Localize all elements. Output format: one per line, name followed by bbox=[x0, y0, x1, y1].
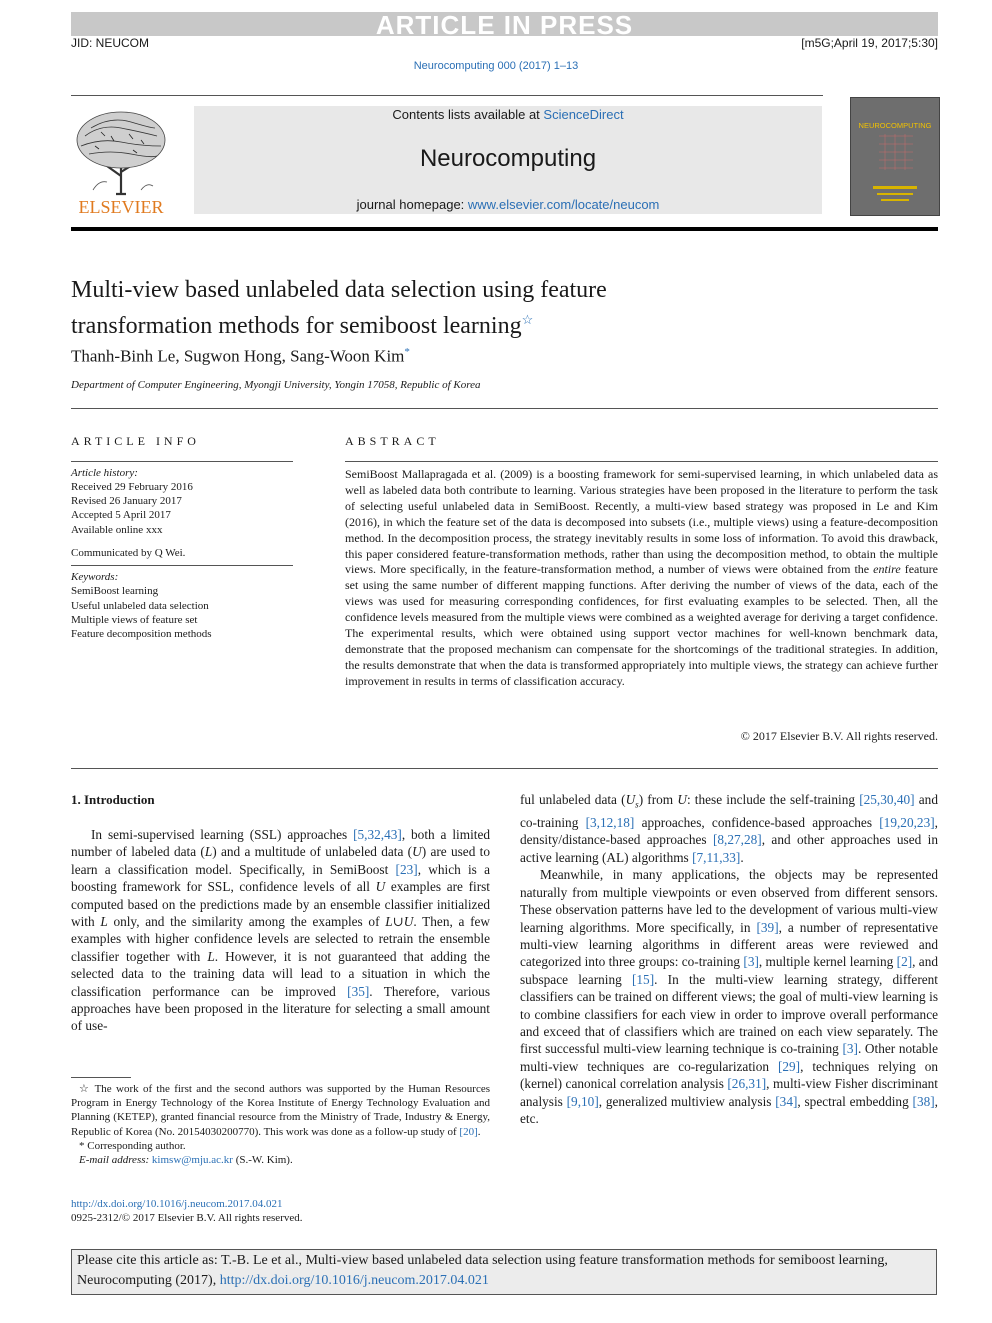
reference-link[interactable]: [8,27,28] bbox=[712, 832, 762, 848]
text-run: , spectral embedding bbox=[797, 1093, 913, 1109]
keywords-label: Keywords: bbox=[71, 571, 119, 583]
history-label: Article history: bbox=[71, 467, 138, 479]
text-run: ) from bbox=[638, 792, 678, 807]
revised-date: Revised 26 January 2017 bbox=[71, 495, 182, 507]
funding-footnote bbox=[71, 1082, 490, 1139]
text-run: , both a limited number of labeled data ( bbox=[71, 827, 491, 860]
math-symbol: U bbox=[403, 914, 414, 930]
reference-link[interactable]: [34] bbox=[775, 1093, 798, 1109]
keywords-rule bbox=[71, 565, 293, 566]
text-run: ) and a multitude of unlabeled data ( bbox=[212, 844, 413, 860]
journal-reference-link[interactable]: Neurocomputing 000 (2017) 1–13 bbox=[413, 60, 579, 72]
abstract-emphasis: entire bbox=[873, 562, 901, 577]
abstract-text bbox=[345, 467, 938, 690]
math-symbol: U bbox=[625, 792, 636, 807]
authors: Thanh-Binh Le, Sugwon Hong, Sang-Woon Kim bbox=[71, 346, 405, 366]
text-run: , etc. bbox=[520, 1093, 938, 1126]
communicated-by: Communicated by Q Wei. bbox=[71, 547, 186, 559]
citation-body: Please cite this article as: T.-B. Le et al., Multi-view based unlabeled data selection using feature transformation methods for semiboost learning, Neurocomputing (2017), bbox=[77, 1253, 888, 1288]
abstract-copyright: © 2017 Elsevier B.V. All rights reserved. bbox=[740, 729, 938, 743]
title-footnote-mark[interactable]: ☆ bbox=[521, 312, 534, 327]
text-run: , and other approaches used in active learning (AL) algorithms bbox=[520, 832, 938, 865]
math-symbol: L bbox=[204, 844, 213, 860]
article-title bbox=[71, 276, 711, 341]
elsevier-wordmark: ELSEVIER bbox=[78, 197, 164, 216]
cover-title: NEUROCOMPUTING bbox=[858, 121, 932, 130]
keyword: Useful unlabeled data selection bbox=[71, 600, 209, 612]
text-run: . bbox=[477, 1125, 481, 1138]
homepage-line bbox=[194, 197, 822, 212]
email-suffix: (S.-W. Kim). bbox=[232, 1154, 293, 1167]
article-info-rule bbox=[71, 461, 293, 462]
text-run: . bbox=[740, 849, 744, 865]
manuscript-tag: [m5G;April 19, 2017;5:30] bbox=[801, 36, 938, 50]
footnote-rule bbox=[71, 1077, 131, 1078]
body-column-right bbox=[520, 791, 938, 1127]
reference-link[interactable]: [29] bbox=[777, 1058, 801, 1074]
section-rule bbox=[71, 768, 938, 769]
math-symbol: L bbox=[385, 914, 393, 930]
footnotes bbox=[71, 1082, 490, 1167]
doi-link[interactable]: http://dx.doi.org/10.1016/j.neucom.2017.04.021 bbox=[71, 1198, 283, 1210]
sciencedirect-link[interactable]: ScienceDirect bbox=[543, 107, 624, 122]
math-symbol: L bbox=[100, 914, 108, 930]
homepage-label: journal homepage: bbox=[356, 197, 468, 212]
article-info-heading: ARTICLE INFO bbox=[71, 434, 200, 448]
reference-link[interactable]: [38] bbox=[912, 1093, 935, 1109]
reference-link[interactable]: [2] bbox=[896, 954, 913, 970]
contents-line bbox=[194, 107, 822, 122]
text-run: . Other notable multi-view techniques are co-regularization bbox=[520, 1041, 938, 1074]
reference-link[interactable]: [15] bbox=[631, 971, 655, 987]
email-footnote bbox=[71, 1153, 490, 1167]
accepted-date: Accepted 5 April 2017 bbox=[71, 509, 171, 521]
citation-text bbox=[77, 1251, 933, 1291]
reference-link[interactable]: [20] bbox=[459, 1125, 478, 1138]
abstract-heading: ABSTRACT bbox=[345, 434, 440, 448]
text-run: only, and the similarity among the examples of bbox=[107, 914, 386, 930]
journal-name: Neurocomputing bbox=[419, 145, 597, 172]
reference-link[interactable]: [25,30,40] bbox=[859, 792, 915, 807]
intro-paragraph-1-continued bbox=[520, 791, 938, 866]
text-run: , multi-view Fisher discriminant analysis bbox=[520, 1076, 938, 1109]
reference-link[interactable]: [3] bbox=[743, 954, 759, 970]
title-line-2: transformation methods for semiboost learning bbox=[71, 313, 522, 339]
body-column-left bbox=[71, 826, 490, 1035]
elsevier-logo[interactable] bbox=[71, 106, 171, 216]
journal-cover-thumbnail[interactable] bbox=[850, 97, 940, 216]
text-run: . However, it is not guaranteed that adding the selected data to the training data will lead to a situation in which the classification performance can be improved bbox=[71, 948, 491, 999]
keyword: SemiBoost learning bbox=[71, 585, 159, 597]
abstract-part-2: feature set using the same number of different mapping functions. After deriving the number of views of the data, each of the views was used for measuring corresponding confidences, for first evaluating examples to be selected. Then, all the confidence levels measured from the multiple views were combined as a weighted average for deriving a target confidence. The experimental results, which were obtained using support vector machines for well-known benchmark data, demonstrate that the proposed mechanism can compensate for the shortcomings of the traditional strategies. In addition, the results demonstrate that when the data is transformed appropriately into multiple views, the strategy can achieve further improvement in results in terms of classification accuracy. bbox=[345, 562, 938, 688]
text-run: ∪ bbox=[392, 914, 404, 930]
reference-link[interactable]: [35] bbox=[347, 983, 370, 999]
section-rule bbox=[71, 408, 938, 409]
math-symbol: U bbox=[375, 879, 386, 895]
email-link[interactable]: kimsw@mju.ac.kr bbox=[151, 1154, 233, 1167]
header-rule-top bbox=[71, 95, 823, 96]
text-run: , multiple kernel learning bbox=[758, 954, 897, 970]
text-run: and co-training bbox=[520, 792, 938, 831]
reference-link[interactable]: [5,32,43] bbox=[353, 827, 402, 842]
reference-link[interactable]: [19,20,23] bbox=[879, 815, 935, 831]
text-run: , which is a boosting framework for SSL, confidence levels of all bbox=[71, 861, 490, 895]
text-run: , a number of representative multi-view learning algorithms in different areas were reviewed and categorized into three groups: co-training bbox=[520, 919, 938, 970]
contents-label: Contents lists available at bbox=[392, 107, 544, 122]
text-run: , and subspace learning bbox=[520, 954, 939, 987]
received-date: Received 29 February 2016 bbox=[71, 481, 193, 493]
title-line-1: Multi-view based unlabeled data selection using feature bbox=[71, 277, 607, 303]
reference-link[interactable]: [3,12,18] bbox=[585, 815, 635, 831]
corresponding-author-mark[interactable]: * bbox=[404, 346, 410, 358]
issn-line: 0925-2312/© 2017 Elsevier B.V. All rights reserved. bbox=[71, 1212, 303, 1224]
math-symbol: L bbox=[207, 948, 215, 964]
subscript: s bbox=[635, 799, 639, 810]
author-list bbox=[71, 346, 410, 367]
reference-link[interactable]: [26,31] bbox=[727, 1076, 767, 1092]
email-label: E-mail address: bbox=[79, 1154, 152, 1167]
text-run: , generalized multiview analysis bbox=[598, 1093, 776, 1109]
text-run: : these include the self-training bbox=[686, 792, 860, 807]
journal-homepage-link[interactable]: www.elsevier.com/locate/neucom bbox=[467, 197, 660, 212]
intro-paragraph-2 bbox=[520, 866, 938, 1127]
text-run: . Therefore, various approaches have been proposed in the literature for selecting a small amount of use- bbox=[71, 983, 490, 1034]
reference-link[interactable]: [3] bbox=[842, 1041, 858, 1057]
reference-link[interactable]: [39] bbox=[756, 919, 779, 935]
header-rule-bottom bbox=[71, 227, 938, 231]
corresponding-author-footnote: * Corresponding author. bbox=[79, 1139, 186, 1152]
abstract-rule bbox=[345, 461, 938, 462]
keyword: Multiple views of feature set bbox=[71, 614, 198, 626]
text-run: ☆ The work of the first and the second authors was supported by the Human Resources Program in Energy Technology of the Korea Institute of Energy Technology Evaluation and Planning (KETEP), granted financial resource from the Ministry of Trade, Industry & Energy, Republic of Korea (No. 20154030200770). This work was done as a follow-up study of bbox=[71, 1083, 490, 1138]
math-symbol: U bbox=[677, 792, 687, 807]
text-run: ful unlabeled data ( bbox=[520, 792, 626, 807]
text-run: , density/distance-based approaches bbox=[520, 815, 938, 848]
online-date: Available online xxx bbox=[71, 524, 163, 536]
reference-link[interactable]: [9,10] bbox=[566, 1093, 599, 1109]
abstract-part-1: SemiBoost Mallapragada et al. (2009) is a boosting framework for semi-supervised learning, in which unlabeled data as well as labeled data both contribute to learning. Various strategies have been proposed in the literature to perform the task of selecting useful unlabeled data in SemiBoost. Recently, a multi-view based strategy was proposed in Le and Kim (2016), in which the feature set of the data is decomposed into subsets (i.e., multiple views) using a feature-decomposition method. In the decomposition process, the strategy inevitably results in some loss of information. To avoid this drawback, this paper considered feature-transformation methods, rather than using the decomposition method, to obtain the multiple views. More specifically, in the feature-transformation method, a number of views were obtained from the bbox=[345, 467, 938, 577]
introduction-heading: 1. Introduction bbox=[71, 792, 155, 807]
text-run: . Then, a few examples with higher confidence levels are selected to retrain the ensemble classifier together with bbox=[71, 914, 491, 964]
article-in-press-banner: ARTICLE IN PRESS bbox=[71, 12, 938, 36]
reference-link[interactable]: [23] bbox=[395, 861, 418, 877]
keyword: Feature decomposition methods bbox=[71, 628, 212, 640]
elsevier-tree-icon bbox=[77, 112, 165, 194]
journal-id: JID: NEUCOM bbox=[71, 36, 149, 50]
text-run: examples are first computed based on the predictions made by an ensemble classifier initialized with bbox=[71, 879, 490, 930]
text-run: , techniques relying on (kernel) canonical correlation analysis bbox=[520, 1058, 938, 1092]
text-run: In semi-supervised learning (SSL) approaches bbox=[91, 827, 354, 842]
reference-link[interactable]: [7,11,33] bbox=[692, 849, 741, 865]
citation-doi-link[interactable]: http://dx.doi.org/10.1016/j.neucom.2017.04.021 bbox=[219, 1273, 489, 1288]
math-symbol: U bbox=[412, 844, 422, 860]
intro-paragraph-1 bbox=[71, 826, 490, 1035]
text-run: approaches, confidence-based approaches bbox=[634, 815, 880, 831]
text-run: ) are used to learn a classification model. Specifically, in SemiBoost bbox=[71, 844, 490, 877]
text-run: Meanwhile, in many applications, the objects may be represented naturally from multiple viewpoints or even observed from different sensors. These observation patterns have led to the development of various multi-view learning algorithms. More specifically, in bbox=[520, 867, 938, 935]
affiliation: Department of Computer Engineering, Myongji University, Yongin 17058, Republic of Korea bbox=[71, 379, 481, 391]
text-run: . In the multi-view learning strategy, different classifiers can be trained on different views; the goal of multi-view learning is to combine classifiers for each view in order to improve overall performance and exceed that of classifiers which are trained on each view separately. The first successful multi-view learning technique is co-training bbox=[520, 971, 939, 1057]
